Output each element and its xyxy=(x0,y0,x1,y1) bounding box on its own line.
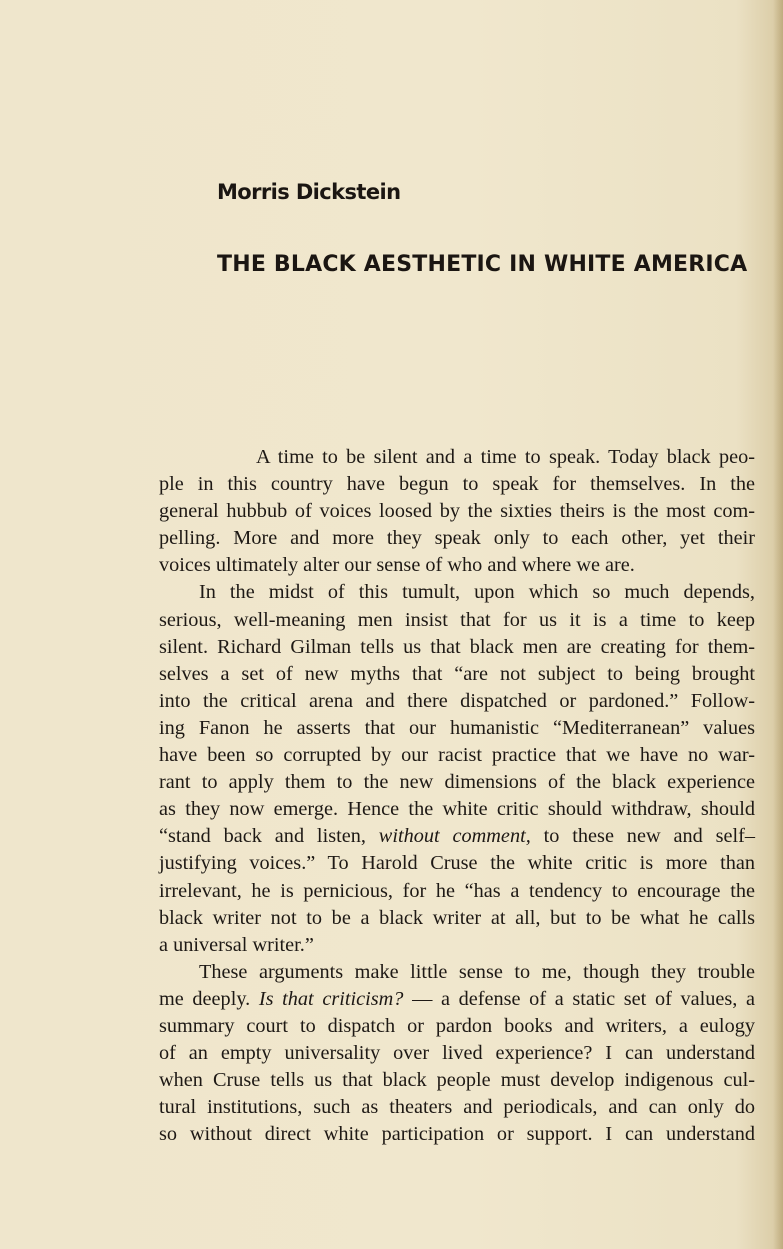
text-line: justifying voices.” To Harold Cruse the white critic is more than xyxy=(159,852,755,875)
text-line-with-italic xyxy=(119,823,755,850)
line-text-after: — a defense of a static set of values, a xyxy=(403,987,755,1010)
text-line-with-italic xyxy=(119,986,755,1013)
text-line: black writer not to be a black writer at all, but to be what he calls xyxy=(159,906,755,929)
paragraph-2 xyxy=(119,579,755,958)
essay-body xyxy=(119,444,755,1148)
text-line: ing Fanon he asserts that our humanistic “Mediterranean” values xyxy=(159,716,755,739)
page-edge-shadow xyxy=(773,0,783,1249)
text-line: serious, well-meaning men insist that for us it is a time to keep xyxy=(159,608,755,631)
text-line: into the critical arena and there dispatched or pardoned.” Follow- xyxy=(159,689,755,712)
text-line: so without direct white participation or support. I can understand xyxy=(159,1123,755,1146)
text-line: as they now emerge. Hence the white critic should withdraw, should xyxy=(159,798,755,821)
paragraph-1 xyxy=(119,444,755,579)
text-line: silent. Richard Gilman tells us that black men are creating for them- xyxy=(159,635,755,658)
text-line: voices ultimately alter our sense of who and where we are. xyxy=(159,554,635,577)
text-line: of an empty universality over lived experience? I can understand xyxy=(159,1042,755,1065)
line-text-after: to these new and self– xyxy=(530,825,755,848)
text-line: selves a set of new myths that “are not subject to being brought xyxy=(159,662,755,685)
line-text-before: “stand back and listen, xyxy=(159,825,379,848)
text-line: These arguments make little sense to me, though they trouble xyxy=(199,960,755,983)
text-line: pelling. More and more they speak only to each other, yet their xyxy=(159,527,755,550)
text-line: when Cruse tells us that black people must develop indigenous cul- xyxy=(159,1069,755,1092)
text-line: tural institutions, such as theaters and periodicals, and can only do xyxy=(159,1096,755,1119)
author-name: Morris Dickstein xyxy=(217,180,401,204)
text-line: summary court to dispatch or pardon books and writers, a eulogy xyxy=(159,1014,755,1037)
text-line: ple in this country have begun to speak for themselves. In the xyxy=(159,473,755,496)
text-line: have been so corrupted by our racist practice that we have no war- xyxy=(159,744,755,767)
line-text-before: me deeply. xyxy=(159,987,259,1010)
paragraph-3 xyxy=(119,959,755,1149)
text-line: a universal writer.” xyxy=(159,933,314,956)
italic-phrase: without comment, xyxy=(378,825,531,848)
italic-phrase: Is that criticism? xyxy=(258,987,404,1010)
text-line: general hubbub of voices loosed by the sixties theirs is the most com- xyxy=(159,500,755,523)
essay-title: THE BLACK AESTHETIC IN WHITE AMERICA xyxy=(217,252,748,277)
text-line: In the midst of this tumult, upon which so much depends, xyxy=(199,581,755,604)
text-line: A time to be silent and a time to speak. Today black peo- xyxy=(256,446,755,468)
text-line: irrelevant, he is pernicious, for he “has a tendency to encourage the xyxy=(159,879,755,902)
text-line: rant to apply them to the new dimensions of the black experience xyxy=(159,771,755,794)
